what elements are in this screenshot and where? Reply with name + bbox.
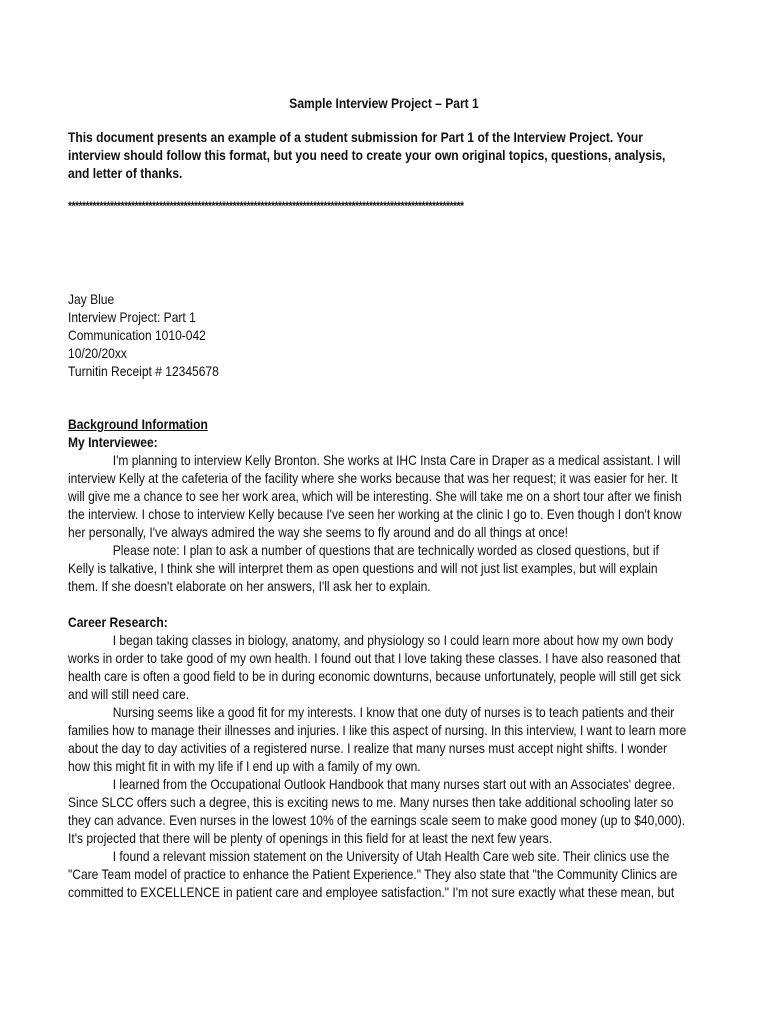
- receipt-line: Turnitin Receipt # 12345678: [68, 363, 219, 379]
- intro-paragraph: This document presents an example of a student submission for Part 1 of the Interview Project. Your interview should follow this format, but you need to create your own original topics, questions, analysis, and letter of thanks.: [68, 129, 666, 181]
- paragraph: I learned from the Occupational Outlook Handbook that many nurses start out with an Associates' degree. Since SLCC offers such a degree, this is exciting news to me. Many nurses then take additional schooling later so they can advance. Even nurses in the lowest 10% of the earnings scale seem to make good money (up to $40,000). It's projected that there will be plenty of openings in this field for at least the next few years.: [68, 776, 686, 846]
- paragraph: Please note: I plan to ask a number of questions that are technically worded as closed questions, but if Kelly is talkative, I think she will interpret them as open questions and will not just list examples, but will explain them. If she doesn't elaborate on her answers, I'll ask her to explain.: [68, 542, 659, 594]
- paragraph: I'm planning to interview Kelly Bronton. She works at IHC Insta Care in Draper as a medical assistant. I will interview Kelly at the cafeteria of the facility where she works because that was her request; it was easier for her. It will give me a chance to see her work area, which will be interesting. She will take me on a short tour after we finish the interview. I chose to interview Kelly because I've seen her working at the clinic I go to. Even though I don't know her personally, I've always admired the way she seems to fly around and do all things at once!: [68, 452, 682, 540]
- section-heading-background: Background Information: [68, 416, 208, 432]
- paragraph: I began taking classes in biology, anatomy, and physiology so I could learn more about how my own body works in order to take good of my own health. I found out that I love taking these classes. I have also reasoned that health care is often a good field to be in during economic downturns, because unfortunately, people will still get sick and will still need care.: [68, 632, 681, 702]
- date-line: 10/20/20xx: [68, 345, 127, 361]
- paragraph: Nursing seems like a good fit for my interests. I know that one duty of nurses is to teach patients and their families how to manage their illnesses and injuries. I like this aspect of nursing. In this interview, I want to learn more about the day to day activities of a registered nurse. I realize that many nurses must accept night shifts. I wonder how this might fit in with my life if I end up with a family of my own.: [68, 704, 687, 774]
- student-name: Jay Blue: [68, 291, 115, 307]
- spacer: [68, 595, 687, 613]
- separator-line: *****************************************************************************************************************: [68, 199, 464, 213]
- paragraph: I found a relevant mission statement on the University of Utah Health Care web site. Their clinics use the "Care Team model of practice to enhance the Patient Experience." They also state that "the Community Clinics are committed to EXCELLENCE in patient care and employee satisfaction." I'm not sure exactly what these mean, but: [68, 848, 678, 900]
- document-body: [68, 415, 687, 901]
- project-name: Interview Project: Part 1: [68, 309, 196, 325]
- subheading-career-research: Career Research:: [68, 614, 168, 630]
- student-header: [68, 290, 687, 380]
- course-name: Communication 1010-042: [68, 327, 206, 343]
- document-title: Sample Interview Project – Part 1: [289, 95, 479, 111]
- subheading-interviewee: My Interviewee:: [68, 434, 158, 450]
